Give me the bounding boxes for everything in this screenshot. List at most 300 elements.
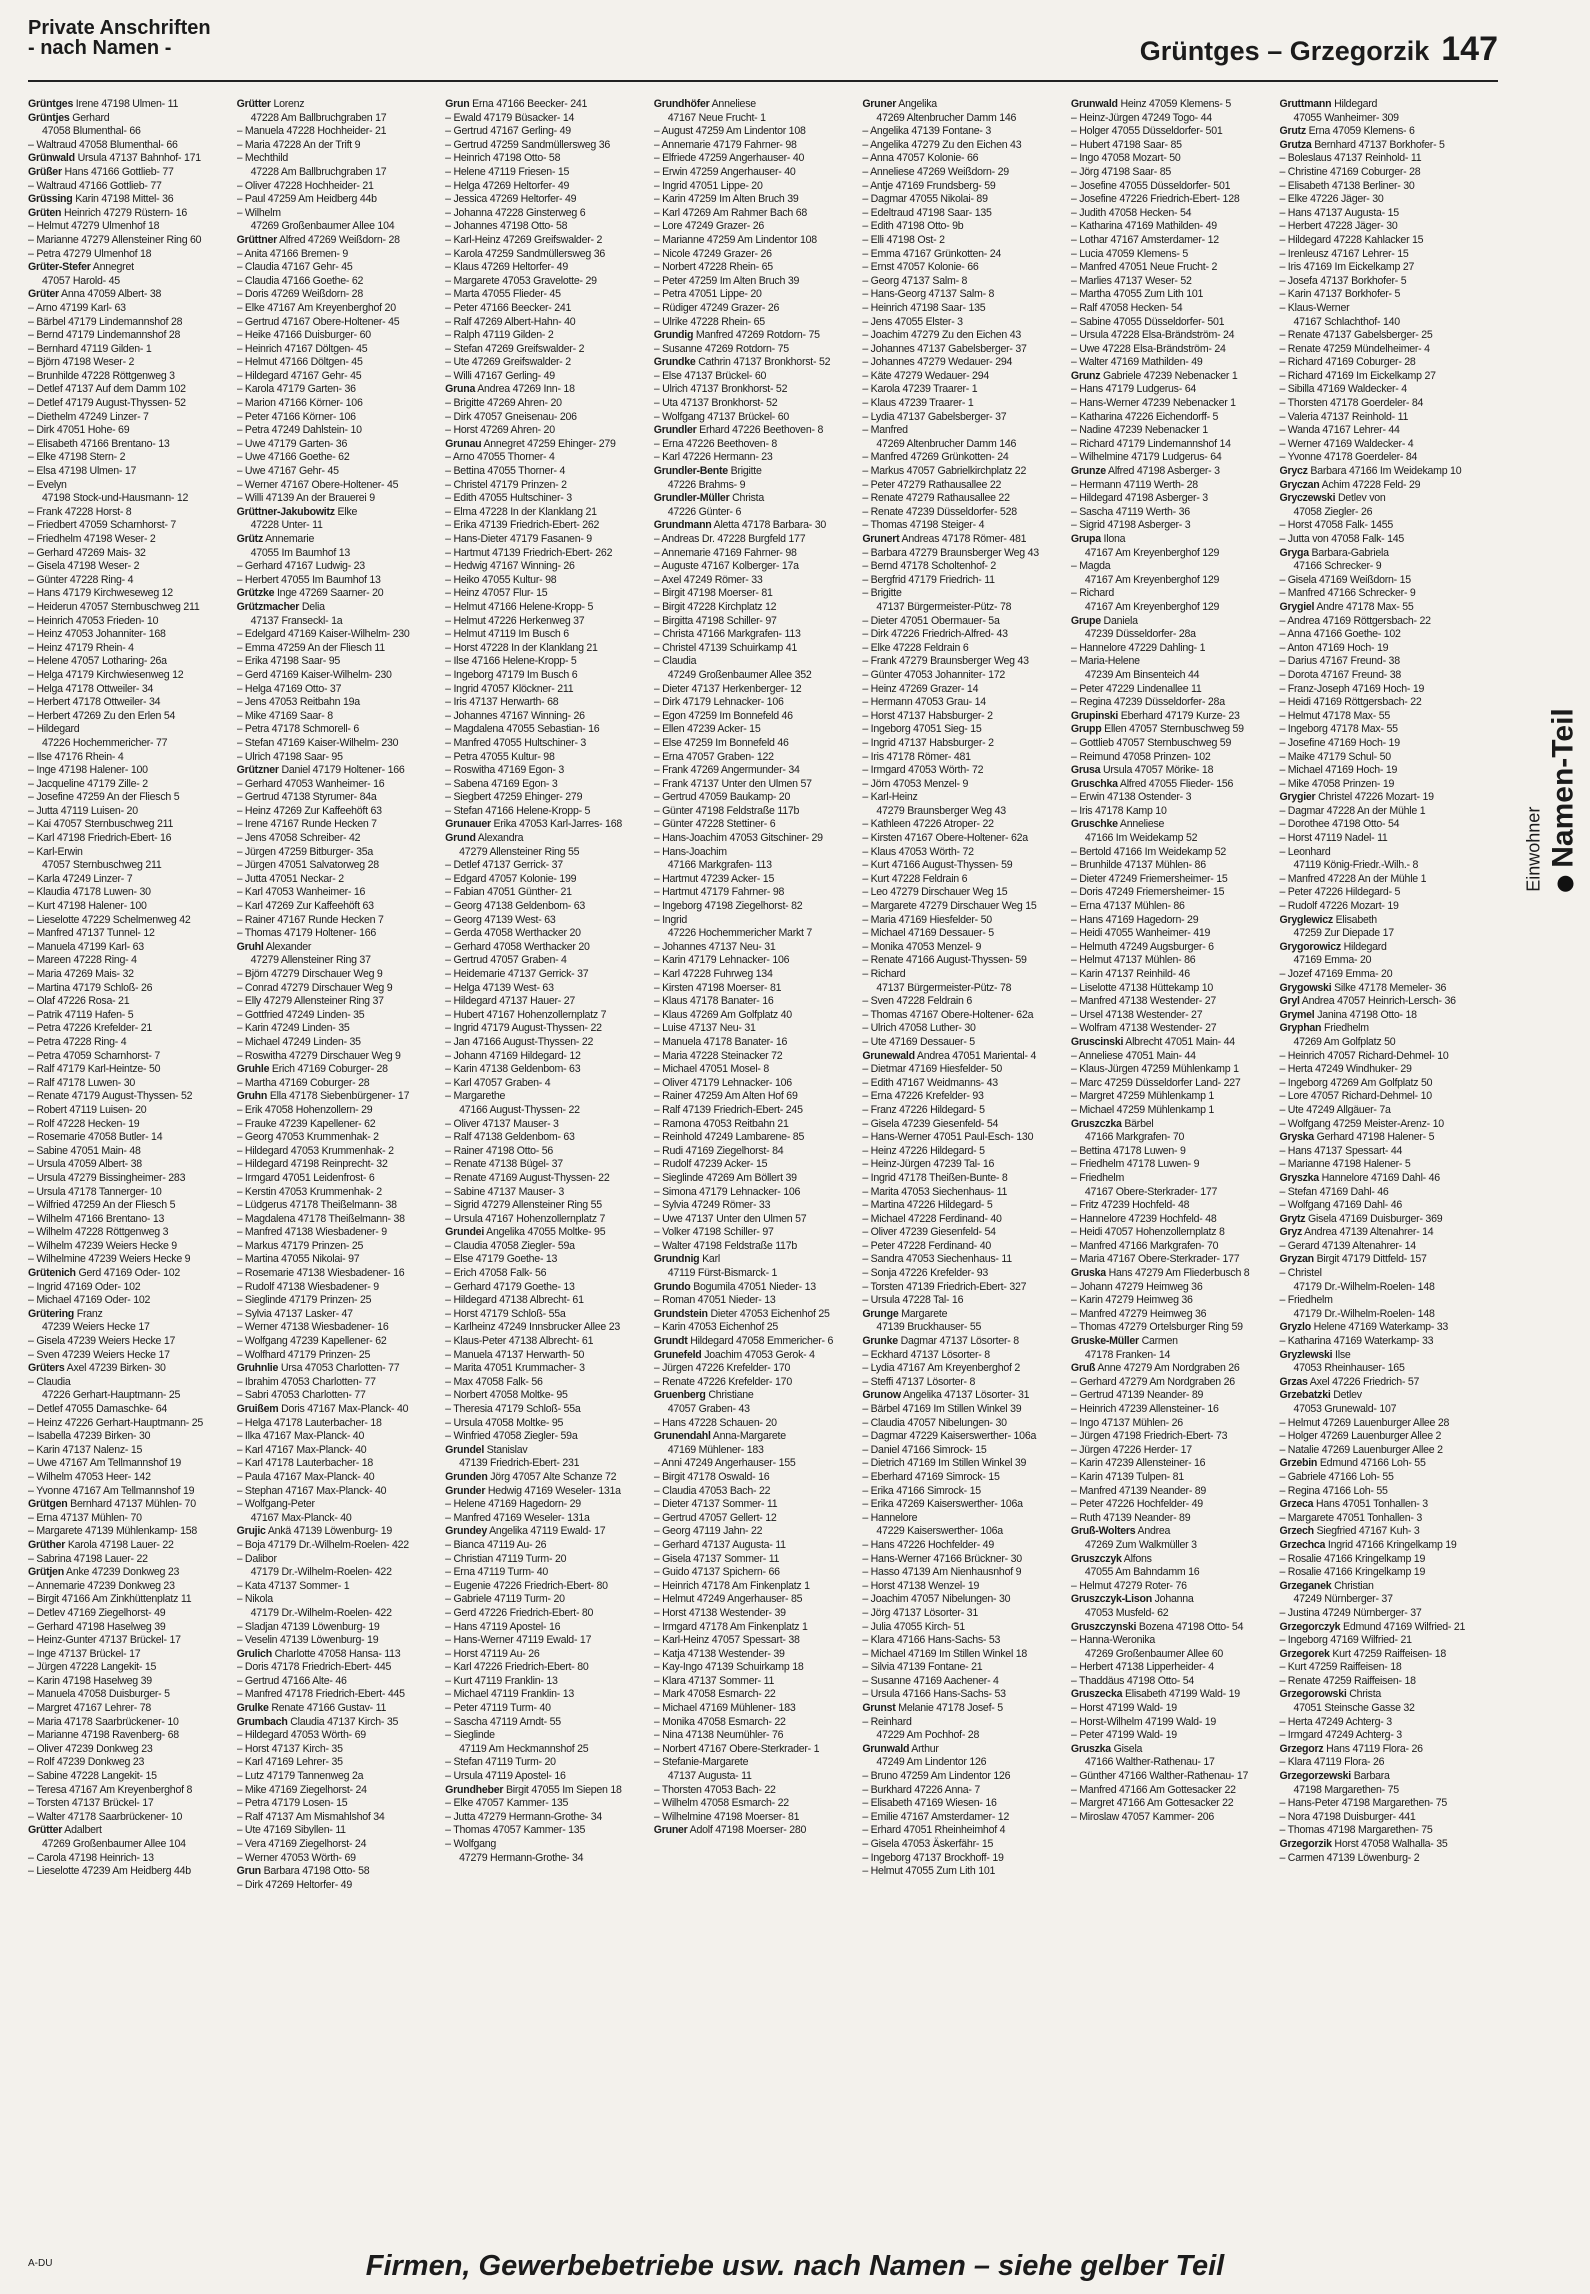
directory-entry — [237, 1865, 442, 1879]
entry-details: – Manuela 47058 Duisburger- 5 — [28, 1688, 170, 1701]
entry-details: Anne 47279 Am Nordgraben 26 — [1097, 1362, 1240, 1375]
entry-details: – Werner 47138 Wiesbadener- 16 — [236, 1321, 389, 1334]
entry-details: – Manuela 47178 Banater- 16 — [653, 1035, 788, 1048]
directory-entry — [445, 207, 650, 221]
directory-entry — [862, 615, 1067, 629]
entry-details: – Fritz 47239 Hochfeld- 48 — [1070, 1199, 1190, 1212]
entry-details: – Oliver 47228 Hochheider- 21 — [236, 179, 374, 192]
entry-details: Kurt 47259 Raiffeisen- 18 — [1332, 1647, 1447, 1660]
directory-entry — [1071, 1118, 1276, 1132]
directory-entry — [1279, 982, 1484, 996]
directory-entry — [1279, 927, 1484, 941]
entry-details: – Petra 47055 Kultur- 98 — [445, 750, 555, 763]
entry-details: – Karin 47249 Linden- 35 — [236, 1022, 350, 1035]
entry-details: – Sieglinde 47269 Am Böllert 39 — [653, 1171, 797, 1184]
entry-details: – Maria 47169 Hiesfelder- 50 — [862, 913, 992, 926]
entry-details: – Gertrud 47138 Styrumer- 84a — [236, 791, 377, 804]
directory-entry — [1071, 506, 1276, 520]
directory-entry — [654, 248, 859, 262]
directory-entry — [862, 397, 1067, 411]
entry-details: – Sabine 47228 Langekit- 15 — [28, 1770, 157, 1783]
entry-details: – Edgard 47057 Kolonie- 199 — [445, 872, 577, 885]
entry-details: – Helmut 47279 Roter- 76 — [1070, 1579, 1187, 1592]
entry-details: – Günter 47198 Feldstraße 117b — [653, 804, 800, 817]
entry-surname: Gryczewski — [1279, 492, 1336, 505]
directory-entry — [28, 574, 233, 588]
entry-surname: Grundheber — [445, 1783, 504, 1796]
entry-details: – Hasso 47139 Am Nienhausnhof 9 — [862, 1566, 1022, 1579]
entry-details: – Reinhold 47249 Lambarene- 85 — [653, 1131, 805, 1144]
directory-entry — [654, 1376, 859, 1390]
directory-entry — [237, 1417, 442, 1431]
entry-details: – Lothar 47167 Amsterdamer- 12 — [1070, 233, 1219, 246]
entry-details: – Ingeborg 47169 Wilfried- 21 — [1279, 1634, 1412, 1647]
entry-details: – Franz-Joseph 47169 Hoch- 19 — [1279, 682, 1425, 695]
directory-entry — [28, 1648, 233, 1662]
entry-details: – Karl-Erwin — [28, 845, 83, 858]
entry-surname: Gruenberg — [653, 1389, 706, 1402]
directory-entry — [1279, 642, 1484, 656]
directory-entry — [862, 1403, 1067, 1417]
entry-details: – Sascha 47119 Arndt- 55 — [445, 1715, 561, 1728]
entry-details: – Ursula 47279 Bissingheimer- 283 — [28, 1171, 186, 1184]
entry-details: Hans 47051 Tonhallen- 3 — [1316, 1498, 1428, 1511]
entry-details: – Jürgen 47226 Herder- 17 — [1070, 1443, 1192, 1456]
page-header-right — [1140, 30, 1498, 69]
entry-details: – Maria 47228 Steinacker 72 — [653, 1049, 783, 1062]
entry-details: – Roman 47051 Nieder- 13 — [653, 1294, 776, 1307]
entry-surname: Grun — [236, 1865, 261, 1878]
directory-entry — [237, 1648, 442, 1662]
entry-details: – Renate 47259 Mündelheimer- 4 — [1279, 342, 1430, 355]
directory-entry — [237, 397, 442, 411]
directory-entry — [862, 1784, 1067, 1798]
entry-details: – Christian 47119 Turm- 20 — [445, 1552, 567, 1565]
directory-entry — [1279, 1525, 1484, 1539]
entry-details: Christian — [1334, 1579, 1374, 1592]
directory-entry — [862, 751, 1067, 765]
directory-entry — [1071, 166, 1276, 180]
directory-entry — [1071, 900, 1276, 914]
entry-details: – Hans-Dieter 47179 Fasanen- 9 — [445, 533, 592, 545]
directory-entry — [237, 98, 442, 112]
directory-entry — [862, 764, 1067, 778]
entry-details: – Günther 47166 Walther-Rathenau- 17 — [1070, 1770, 1249, 1783]
directory-entry — [1071, 805, 1276, 819]
directory-entry — [237, 492, 442, 506]
directory-entry — [28, 1362, 233, 1376]
directory-entry — [1071, 587, 1276, 601]
entry-details: 47279 Allensteiner Ring 55 — [459, 845, 580, 858]
entry-surname: Gruszczyk-Lison — [1070, 1593, 1152, 1606]
entry-surname: Gryphan — [1279, 1022, 1322, 1035]
entry-details: – Martina 47226 Hildegard- 5 — [862, 1199, 993, 1212]
directory-entry — [1071, 1267, 1276, 1281]
entry-details: – Michael 47259 Mühlenkamp 1 — [1070, 1103, 1215, 1116]
directory-entry — [1279, 152, 1484, 166]
directory-entry — [1071, 574, 1276, 588]
entry-details: – Wolfgang 47239 Kapellener- 62 — [236, 1335, 387, 1348]
entry-details: – Kata 47137 Sommer- 1 — [236, 1579, 350, 1592]
entry-details: 47137 Franseckl- 1a — [250, 614, 343, 627]
entry-details: – Heiko 47055 Kultur- 98 — [445, 573, 557, 586]
entry-surname: Grzegorczyk — [1279, 1620, 1341, 1633]
entry-details: 47055 Am Bahndamm 16 — [1084, 1566, 1200, 1579]
directory-entry — [445, 1186, 650, 1200]
directory-entry — [28, 370, 233, 384]
directory-entry — [237, 1811, 442, 1825]
directory-entry — [1279, 383, 1484, 397]
directory-entry — [237, 1716, 442, 1730]
entry-details: Christiane — [708, 1389, 754, 1402]
directory-entry — [862, 424, 1067, 438]
directory-entry — [1071, 397, 1276, 411]
directory-entry — [28, 1213, 233, 1227]
entry-details: – Hildegard 47138 Albrecht- 61 — [445, 1294, 584, 1307]
directory-entry — [237, 1145, 442, 1159]
entry-details: – Helga 47179 Kirchwiesenweg 12 — [28, 668, 184, 681]
directory-entry — [1279, 1362, 1484, 1376]
entry-details: Elisabeth — [1335, 913, 1377, 926]
entry-details: Axel 47239 Birken- 30 — [66, 1362, 166, 1375]
directory-entry — [1071, 180, 1276, 194]
entry-details: – Petra 47178 Schmorell- 6 — [236, 723, 360, 736]
directory-entry — [862, 1050, 1067, 1064]
entry-details: – Antje 47169 Frundsberg- 59 — [862, 179, 996, 192]
entry-details: Andrea 47269 Inn- 18 — [477, 383, 575, 396]
entry-details: – Katharina 47169 Waterkamp- 33 — [1279, 1335, 1434, 1348]
directory-entry — [445, 1824, 650, 1838]
directory-entry — [862, 805, 1067, 819]
entry-details: – Rosalie 47166 Kringelkamp 19 — [1279, 1566, 1426, 1579]
directory-entry — [445, 1403, 650, 1417]
entry-details: – Guido 47137 Spichern- 66 — [653, 1566, 780, 1579]
directory-entry — [654, 220, 859, 234]
entry-details: Lorenz — [273, 98, 305, 110]
entry-details: – Peter 47199 Wald- 19 — [1070, 1729, 1177, 1742]
directory-entry — [237, 1321, 442, 1335]
entry-details: 47179 Dr.-Wilhelm-Roelen- 148 — [1293, 1307, 1435, 1320]
entry-details: – Erwin 47259 Angerhauser- 40 — [653, 165, 796, 178]
entry-details: – Käte 47279 Wedauer- 294 — [862, 369, 989, 382]
directory-entry — [28, 275, 233, 289]
entry-details: – Georg 47119 Jahn- 22 — [653, 1525, 763, 1538]
entry-details: – Wolfgang 47169 Dahl- 46 — [1279, 1199, 1403, 1212]
directory-entry — [862, 411, 1067, 425]
directory-entry — [28, 356, 233, 370]
directory-entry — [237, 1539, 442, 1553]
directory-entry — [1071, 533, 1276, 547]
entry-details: – Ralf 47179 Karl-Heintze- 50 — [28, 1063, 161, 1076]
entry-details: – Heike 47166 Duisburger- 60 — [236, 329, 371, 342]
directory-entry — [654, 1050, 859, 1064]
footer-note: Firmen, Gewerbebetriebe usw. nach Namen – siehe gelber Teil — [365, 2250, 1225, 2282]
directory-entry — [1279, 1267, 1484, 1281]
entry-surname: Gryzan — [1279, 1253, 1314, 1266]
directory-entry — [1071, 1335, 1276, 1349]
directory-entry — [654, 601, 859, 615]
entry-details: – Iris 47178 Kamp 10 — [1070, 804, 1167, 817]
entry-details: – Natalie 47269 Lauenburger Allee 2 — [1279, 1443, 1443, 1456]
directory-entry — [28, 1580, 233, 1594]
entry-surname: Gryzlewski — [1279, 1348, 1333, 1361]
directory-entry — [1279, 1553, 1484, 1567]
directory-entry — [1071, 98, 1276, 112]
entry-surname: Grzeganek — [1279, 1579, 1332, 1592]
directory-entry — [237, 927, 442, 941]
entry-details: – Renate 47279 Rathausallee 22 — [862, 492, 1010, 505]
entry-surname: Grundhöfer — [653, 98, 710, 110]
entry-details: – Jozef 47169 Emma- 20 — [1279, 968, 1393, 980]
directory-entry — [237, 1240, 442, 1254]
directory-entry — [862, 1281, 1067, 1295]
directory-entry — [237, 1349, 442, 1363]
directory-entry — [445, 356, 650, 370]
entry-details: – Erika 47139 Friedrich-Ebert- 262 — [445, 519, 600, 532]
directory-entry — [237, 411, 442, 425]
directory-entry — [862, 1485, 1067, 1499]
entry-details: – Bernhard 47119 Gilden- 1 — [28, 342, 152, 355]
directory-entry — [862, 1376, 1067, 1390]
entry-details: 47137 Bürgermeister-Pütz- 78 — [876, 981, 1012, 994]
directory-entry — [445, 1512, 650, 1526]
directory-entry — [445, 1498, 650, 1512]
entry-details: – Elke 47167 Am Kreyenberghof 20 — [236, 301, 396, 314]
directory-entry — [862, 492, 1067, 506]
entry-details: – Helga 47178 Lauterbacher- 18 — [236, 1416, 382, 1429]
directory-entry — [1071, 1308, 1276, 1322]
directory-entry — [1071, 1403, 1276, 1417]
directory-entry — [1279, 125, 1484, 139]
entry-details: Angelika — [898, 98, 937, 110]
entry-details: – Hildegard 47198 Asberger- 3 — [1070, 492, 1208, 505]
entry-details: 47058 Blumenthal- 66 — [42, 125, 141, 138]
directory-entry — [1071, 941, 1276, 955]
directory-entry — [1071, 832, 1276, 846]
entry-details: Angelika 47119 Ewald- 17 — [489, 1525, 606, 1538]
directory-entry — [28, 832, 233, 846]
directory-entry — [237, 1824, 442, 1838]
entry-details: – Heinz 47269 Grazer- 14 — [862, 682, 979, 695]
directory-entry — [237, 778, 442, 792]
directory-entry — [445, 1213, 650, 1227]
directory-entry — [654, 152, 859, 166]
directory-entry — [1279, 737, 1484, 751]
entry-details: – Heinrich 47198 Saar- 135 — [862, 301, 986, 314]
entry-details: Ilse — [1335, 1348, 1351, 1361]
entry-details: Manfred 47269 Rotdorn- 75 — [695, 329, 820, 342]
directory-entry — [654, 1335, 859, 1349]
directory-entry — [1279, 886, 1484, 900]
entry-details: – Birgit 47178 Oswald- 16 — [653, 1470, 770, 1483]
entry-details: – Heinz 47226 Hildegard- 5 — [862, 1144, 985, 1157]
entry-details: – Herbert 47138 Lipperheider- 4 — [1070, 1661, 1214, 1674]
entry-details: – Heinrich 47198 Otto- 58 — [445, 152, 561, 165]
entry-details: Ursula 47137 Bahnhof- 171 — [77, 152, 201, 165]
directory-entry — [237, 1593, 442, 1607]
entry-details: – Erich 47058 Falk- 56 — [445, 1267, 547, 1280]
entry-details: – Gerhard 47279 Am Nordgraben 26 — [1070, 1375, 1235, 1388]
entry-surname: Gryglewicz — [1279, 913, 1333, 926]
directory-entry — [654, 479, 859, 493]
entry-details: – Irmgard 47053 Wörth- 72 — [862, 764, 984, 777]
directory-entry — [237, 1077, 442, 1091]
entry-details: – Johannes 47167 Winning- 26 — [445, 709, 585, 722]
directory-entry — [862, 547, 1067, 561]
entry-details: – Wolfram 47138 Westender- 27 — [1070, 1022, 1217, 1035]
entry-details: – Gerhard 47198 Haselweg 39 — [28, 1620, 166, 1633]
entry-details: – Hans 47169 Hagedorn- 29 — [1070, 913, 1199, 926]
directory-entry — [28, 601, 233, 615]
entry-details: – Kirsten 47198 Moerser- 81 — [653, 981, 782, 994]
directory-entry — [1279, 316, 1484, 330]
entry-details: – Brunhilde 47228 Röttgenweg 3 — [28, 369, 175, 382]
entry-details: – Klara 47166 Hans-Sachs- 53 — [862, 1634, 1001, 1647]
entry-details: – Hans-Werner 47051 Paul-Esch- 130 — [862, 1131, 1034, 1144]
directory-entry — [445, 574, 650, 588]
entry-details: – Uwe 47167 Am Tellmannshof 19 — [28, 1457, 182, 1470]
directory-entry — [237, 479, 442, 493]
entry-details: – Margarete 47279 Dirschauer Weg 15 — [862, 900, 1037, 913]
directory-entry — [28, 152, 233, 166]
entry-details: – Magda — [1070, 560, 1111, 573]
directory-entry — [1071, 261, 1276, 275]
entry-details: – Renate 47169 August-Thyssen- 22 — [445, 1171, 610, 1184]
directory-entry — [28, 479, 233, 493]
directory-entry — [654, 438, 859, 452]
directory-entry — [654, 139, 859, 153]
directory-entry — [445, 1716, 650, 1730]
directory-entry — [1071, 859, 1276, 873]
directory-entry — [445, 506, 650, 520]
directory-entry — [862, 451, 1067, 465]
entry-details: – Elisabeth 47138 Berliner- 30 — [1279, 179, 1415, 192]
directory-entry — [28, 112, 233, 126]
directory-entry — [654, 465, 859, 479]
entry-details: – Edith 47055 Hultschiner- 3 — [445, 492, 572, 505]
entry-details: – Erna 47226 Beethoven- 8 — [653, 437, 778, 450]
entry-details: – Julia 47055 Kirch- 51 — [862, 1620, 965, 1633]
entry-details: – Dirk 47269 Heltorfer- 49 — [236, 1878, 352, 1891]
entry-details: – Helene 47057 Lotharing- 26a — [28, 655, 167, 668]
directory-entry — [28, 1009, 233, 1023]
directory-entry — [862, 98, 1067, 112]
entry-details: – Helmut 47178 Max- 55 — [1279, 709, 1390, 722]
directory-entry — [654, 1281, 859, 1295]
directory-entry — [1071, 982, 1276, 996]
directory-entry — [654, 832, 859, 846]
directory-entry — [237, 370, 442, 384]
entry-details: – Manfred 47138 Westender- 27 — [1070, 995, 1216, 1008]
entry-details: 47198 Margarethen- 75 — [1293, 1783, 1399, 1796]
directory-entry — [1071, 927, 1276, 941]
entry-details: – Gertrud 47057 Graben- 4 — [445, 954, 567, 967]
entry-details: – Judith 47058 Hecken- 54 — [1070, 206, 1192, 219]
directory-entry — [1071, 1621, 1276, 1635]
entry-details: – Manfred 47055 Hultschiner- 3 — [445, 736, 587, 749]
directory-entry — [28, 125, 233, 139]
directory-entry — [445, 587, 650, 601]
entry-details: – Leonhard — [1279, 845, 1331, 858]
directory-entry — [862, 1444, 1067, 1458]
entry-details: – Edith 47198 Otto- 9b — [862, 220, 964, 233]
entry-details: 47239 Düsseldorfer- 28a — [1084, 628, 1196, 641]
entry-details: – Gertrud 47166 Alte- 46 — [236, 1674, 347, 1687]
directory-entry — [237, 642, 442, 656]
entry-details: – Gertrud 47057 Gellert- 12 — [653, 1511, 777, 1524]
entry-surname: Grusa — [1070, 764, 1101, 777]
directory-entry — [1279, 1063, 1484, 1077]
entry-details: – Jacqueline 47179 Zille- 2 — [28, 777, 148, 790]
entry-details: – Torsten 47139 Friedrich-Ebert- 327 — [862, 1280, 1027, 1293]
directory-entry — [1279, 397, 1484, 411]
directory-entry — [237, 1634, 442, 1648]
directory-entry — [654, 1145, 859, 1159]
directory-entry — [1279, 560, 1484, 574]
directory-entry — [862, 873, 1067, 887]
entry-details: – Christel — [1279, 1267, 1322, 1280]
entry-details: – Lutz 47179 Tannenweg 2a — [236, 1770, 364, 1783]
entry-surname: Grzas — [1279, 1375, 1308, 1388]
directory-column — [28, 98, 237, 2228]
entry-details: – Ute 47249 Allgäuer- 7a — [1279, 1103, 1391, 1116]
directory-entry — [445, 560, 650, 574]
entry-details: – Maria-Helene — [1070, 655, 1140, 668]
directory-entry — [237, 1050, 442, 1064]
entry-details: – Anni 47249 Angerhauser- 155 — [653, 1457, 796, 1470]
directory-entry — [28, 1022, 233, 1036]
directory-entry — [1279, 1621, 1484, 1635]
entry-details: Anke 47239 Donkweg 23 — [66, 1566, 180, 1579]
entry-details: 47226 Hochemmericher Markt 7 — [667, 927, 813, 940]
entry-details: Andrea 47057 Heinrich-Lersch- 36 — [1301, 995, 1456, 1008]
entry-surname: Grzegorek — [1279, 1647, 1330, 1660]
directory-entry — [862, 1702, 1067, 1716]
entry-details: Dieter 47053 Eichenhof 25 — [710, 1307, 830, 1320]
directory-entry — [862, 818, 1067, 832]
directory-entry — [445, 1389, 650, 1403]
directory-entry — [862, 1457, 1067, 1471]
directory-entry — [237, 152, 442, 166]
entry-details: – Wilhelm 47228 Röttgenweg 3 — [28, 1226, 169, 1239]
directory-entry — [654, 560, 859, 574]
entry-details: – Sabine 47137 Mauser- 3 — [445, 1185, 565, 1198]
directory-entry — [862, 1634, 1067, 1648]
directory-entry — [28, 302, 233, 316]
entry-details: – Maria 47269 Mais- 32 — [28, 968, 134, 980]
entry-details: – Karin 47139 Tulpen- 81 — [1070, 1470, 1184, 1483]
directory-entry — [28, 764, 233, 778]
directory-entry — [445, 1226, 650, 1240]
directory-entry — [237, 1253, 442, 1267]
directory-entry — [862, 302, 1067, 316]
directory-entry — [1071, 886, 1276, 900]
directory-entry — [862, 954, 1067, 968]
entry-details: – Horst 47119 Nadel- 11 — [1279, 832, 1388, 845]
entry-details: – Wilhelmine 47198 Moerser- 81 — [653, 1810, 800, 1823]
directory-entry — [1279, 710, 1484, 724]
directory-entry — [445, 533, 650, 547]
directory-entry — [1071, 1131, 1276, 1145]
entry-details: – Detlev 47169 Ziegelhorst- 49 — [28, 1606, 166, 1619]
entry-details: – Angelika 47279 Zu den Eichen 43 — [862, 138, 1022, 151]
directory-entry — [1279, 261, 1484, 275]
directory-entry — [862, 1362, 1067, 1376]
entry-details: – Friedhelm 47178 Luwen- 9 — [1070, 1158, 1200, 1171]
directory-entry — [1071, 873, 1276, 887]
directory-entry — [1279, 1607, 1484, 1621]
directory-entry — [862, 696, 1067, 710]
